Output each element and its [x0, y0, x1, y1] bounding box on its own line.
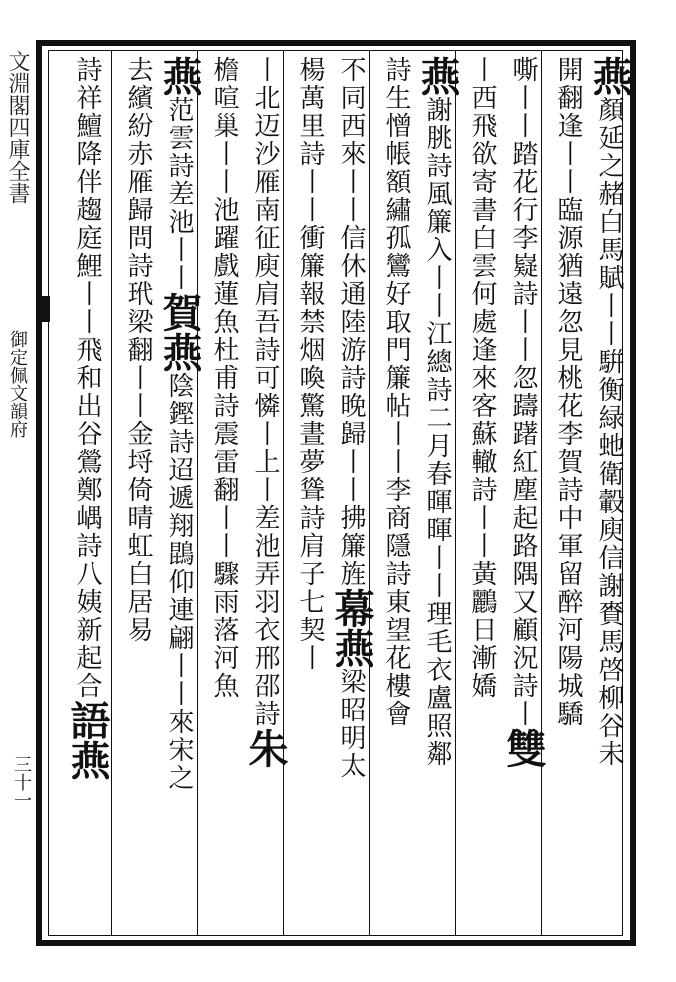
entry-headword: 賀燕	[156, 292, 203, 372]
entry-text: 丨北迈沙雁南征庾肩吾詩可憐丨上丨差池弄羽衣邢邵詩	[250, 56, 280, 728]
text-column	[414, 56, 460, 928]
text-column	[156, 56, 202, 928]
entry-text: 開翻逢丨丨臨源猶遠忽見桃花李賀詩中軍留醉河陽城驕	[553, 56, 583, 728]
entry-text: 丨西飛欲寄書白雲何處逢來客蘇轍詩丨丨黃鸝日漸嬌	[467, 56, 497, 700]
entry-text: 嘶丨丨踏花行李嶷詩丨丨忽躊躇紅塵起路隅又顧況詩丨	[508, 56, 538, 728]
entry-headword: 朱	[242, 728, 289, 768]
entry-headword: 燕	[156, 56, 203, 96]
entry-headword: 雙	[500, 728, 547, 768]
text-column	[459, 56, 505, 928]
entry-headword: 語燕	[64, 700, 111, 780]
text-column	[586, 56, 632, 928]
entry-text: 謝朓詩風簾入丨丨江總詩二月春暉暉丨丨理毛衣盧照鄰	[422, 96, 452, 768]
entry-headword: 燕	[414, 56, 461, 96]
book-title-label: 御定佩文韻府	[7, 330, 28, 438]
page-number: 三十一	[11, 755, 32, 809]
entry-headword	[51, 122, 52, 128]
text-column	[287, 56, 333, 928]
entry-text	[52, 56, 53, 125]
entry-text: 去繽紛赤雁歸	[123, 56, 153, 224]
entry-text: 楊萬里詩丨丨衝簾報禁烟喚驚晝夢聳詩肩	[295, 56, 325, 560]
entry-text: 陰鏗詩迢遞翔鵾仰連翩丨丨來宋之	[164, 372, 194, 792]
text-column	[500, 56, 546, 928]
text-column	[242, 56, 288, 928]
entry-text	[69, 56, 70, 122]
column-rule	[111, 50, 112, 936]
entry-headword: 燕	[586, 56, 633, 96]
margin-fragment: 文淵閣四庫全書	[5, 50, 30, 204]
text-column	[545, 56, 591, 928]
entry-text: 詩祥鱣降伴趨庭鯉丨丨飛和出谷鶯鄭嵎詩八姨新起合	[72, 56, 102, 700]
entry-text: 子七契丨	[295, 560, 325, 672]
entry-text: 梁昭明太	[336, 668, 366, 780]
text-column	[201, 56, 247, 928]
entry-text: 不同西來丨丨信休通陸游詩晚歸丨丨拂簾旌	[336, 56, 366, 588]
entry-text: 范雲詩差池丨丨	[164, 96, 194, 292]
text-column	[115, 56, 161, 928]
entry-text	[51, 56, 52, 122]
text-column	[373, 56, 419, 928]
text-column	[64, 56, 111, 928]
entry-headword: 幕燕	[328, 588, 375, 668]
entry-text: 顏延之赭白馬賦丨丨騈衡緑虵衛轂庾信謝賚馬啓柳谷未	[594, 96, 624, 768]
entry-text: 問詩玳梁翻丨丨金埒倚晴虹白居易	[123, 224, 153, 644]
entry-text: 檐喧巢丨丨池躍戲蓮魚杜甫詩震雷翻丨丨驟雨落河魚	[209, 56, 239, 700]
text-column	[328, 56, 374, 928]
entry-text: 詩生憎帳額繡孤鸞好取門簾帖丨丨李商隱詩東望花樓會	[381, 56, 411, 728]
